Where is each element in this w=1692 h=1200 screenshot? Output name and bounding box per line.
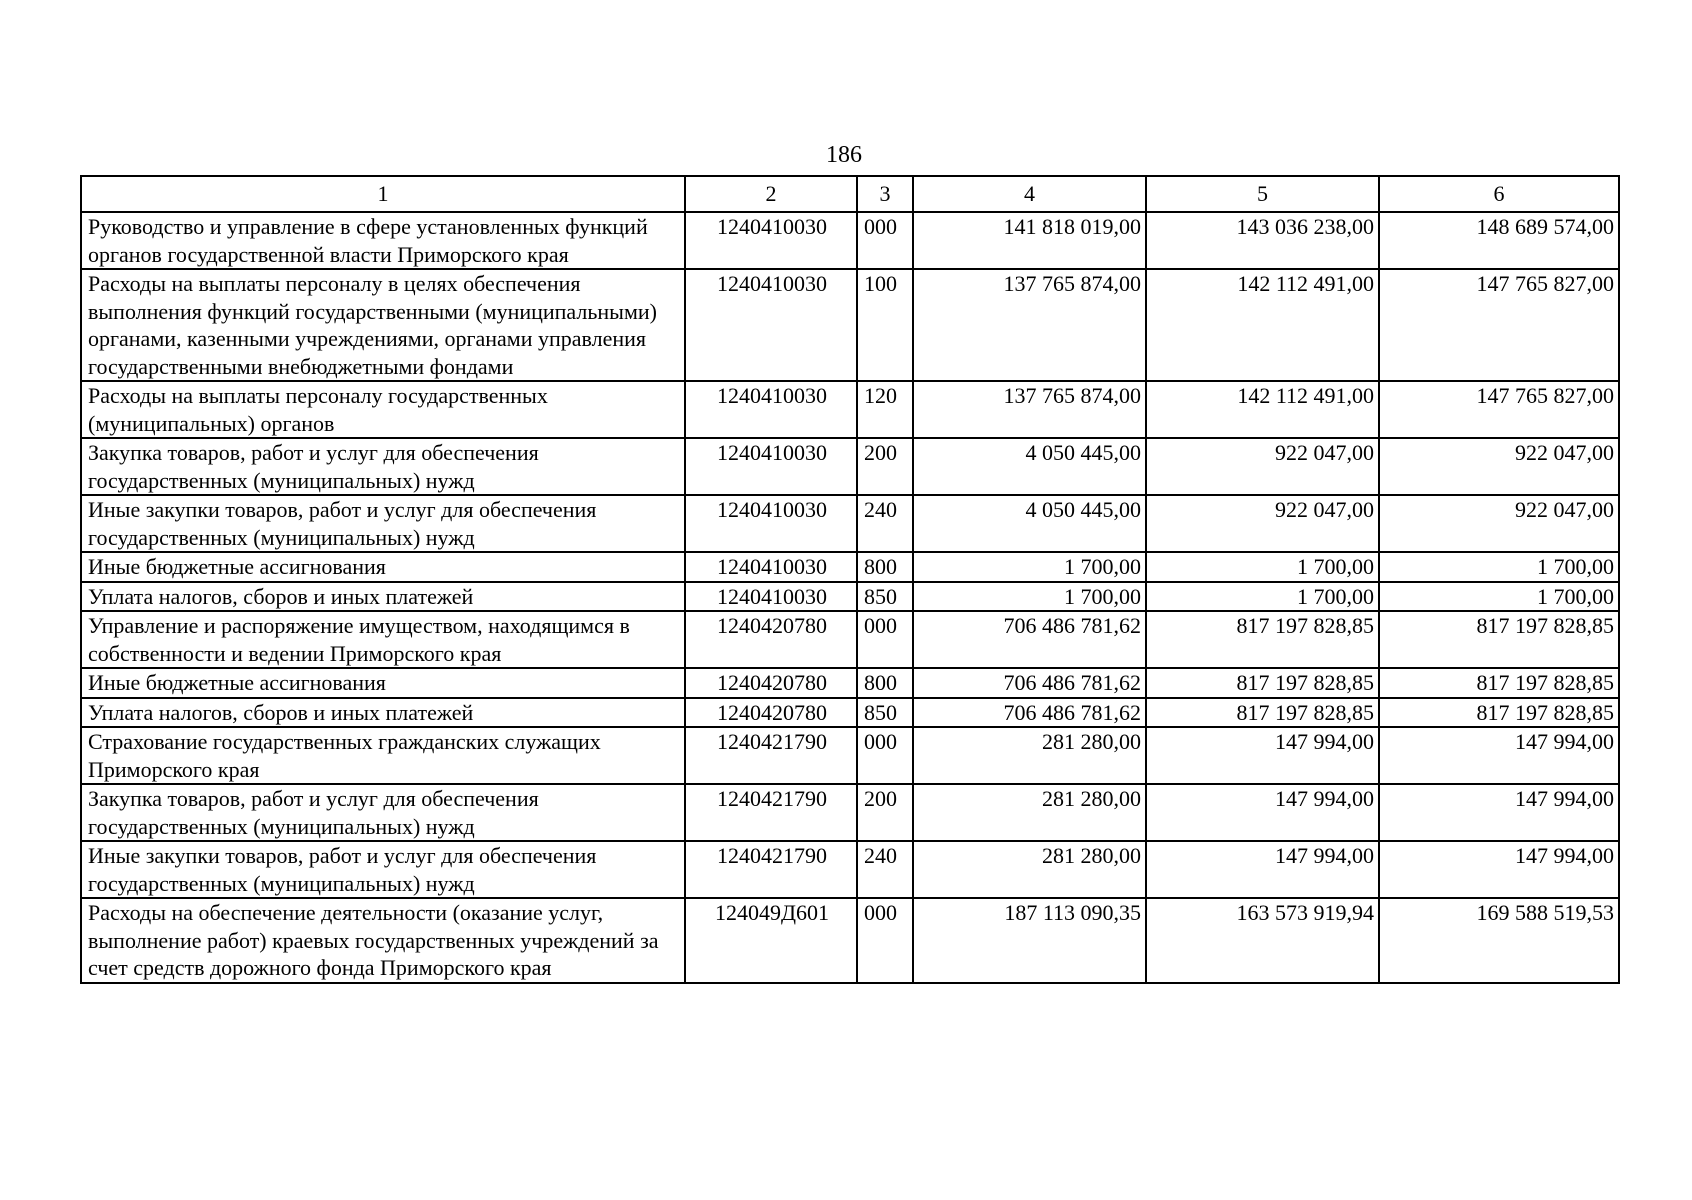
table-row (81, 698, 1619, 728)
row-name: Уплата налогов, сборов и иных платежей (81, 698, 685, 728)
row-amount-6: 922 047,00 (1379, 495, 1619, 552)
row-kvr: 200 (857, 784, 913, 841)
row-amount-5: 1 700,00 (1146, 582, 1379, 612)
row-amount-6: 147 765 827,00 (1379, 269, 1619, 381)
row-amount-5: 142 112 491,00 (1146, 269, 1379, 381)
table-row (81, 381, 1619, 438)
row-amount-6: 147 765 827,00 (1379, 381, 1619, 438)
row-kvr: 100 (857, 269, 913, 381)
row-amount-4: 137 765 874,00 (913, 269, 1146, 381)
row-kvr: 200 (857, 438, 913, 495)
row-name: Иные бюджетные ассигнования (81, 552, 685, 582)
row-amount-4: 4 050 445,00 (913, 438, 1146, 495)
row-amount-4: 706 486 781,62 (913, 611, 1146, 668)
table-body (81, 212, 1619, 983)
row-name: Закупка товаров, работ и услуг для обеспечения государственных (муниципальных) нужд (81, 784, 685, 841)
row-name: Расходы на выплаты персоналу в целях обеспечения выполнения функций государственными (муниципальными) органами, казенными учреждениями, органами управления государственными внебюджетными фондами (81, 269, 685, 381)
row-code: 1240410030 (685, 582, 857, 612)
row-kvr: 240 (857, 841, 913, 898)
table-row (81, 784, 1619, 841)
row-amount-6: 148 689 574,00 (1379, 212, 1619, 269)
row-amount-4: 187 113 090,35 (913, 898, 1146, 983)
table-row (81, 212, 1619, 269)
row-amount-6: 147 994,00 (1379, 841, 1619, 898)
table-row (81, 898, 1619, 983)
row-amount-5: 147 994,00 (1146, 784, 1379, 841)
row-amount-4: 281 280,00 (913, 727, 1146, 784)
row-code: 1240421790 (685, 841, 857, 898)
row-name: Иные закупки товаров, работ и услуг для обеспечения государственных (муниципальных) нужд (81, 495, 685, 552)
row-amount-6: 169 588 519,53 (1379, 898, 1619, 983)
table-row (81, 668, 1619, 698)
row-amount-6: 147 994,00 (1379, 727, 1619, 784)
row-amount-6: 1 700,00 (1379, 582, 1619, 612)
row-kvr: 850 (857, 582, 913, 612)
row-amount-5: 147 994,00 (1146, 841, 1379, 898)
row-amount-4: 4 050 445,00 (913, 495, 1146, 552)
row-name: Иные бюджетные ассигнования (81, 668, 685, 698)
row-amount-4: 137 765 874,00 (913, 381, 1146, 438)
row-kvr: 800 (857, 552, 913, 582)
row-code: 1240410030 (685, 269, 857, 381)
column-header-3: 3 (857, 176, 913, 212)
row-amount-5: 163 573 919,94 (1146, 898, 1379, 983)
row-amount-6: 922 047,00 (1379, 438, 1619, 495)
table-row (81, 269, 1619, 381)
row-kvr: 240 (857, 495, 913, 552)
row-amount-5: 142 112 491,00 (1146, 381, 1379, 438)
page-number-text: 186 (826, 142, 862, 168)
column-header-6: 6 (1379, 176, 1619, 212)
row-amount-5: 922 047,00 (1146, 495, 1379, 552)
row-amount-4: 1 700,00 (913, 582, 1146, 612)
row-name: Страхование государственных гражданских служащих Приморского края (81, 727, 685, 784)
row-code: 1240420780 (685, 611, 857, 668)
row-code: 1240420780 (685, 668, 857, 698)
row-name: Расходы на обеспечение деятельности (оказание услуг, выполнение работ) краевых государственных учреждений за счет средств дорожного фонда Приморского края (81, 898, 685, 983)
row-amount-6: 147 994,00 (1379, 784, 1619, 841)
row-name: Закупка товаров, работ и услуг для обеспечения государственных (муниципальных) нужд (81, 438, 685, 495)
row-kvr: 000 (857, 898, 913, 983)
row-kvr: 000 (857, 212, 913, 269)
table-row (81, 727, 1619, 784)
table-row (81, 582, 1619, 612)
column-header-5: 5 (1146, 176, 1379, 212)
table-row (81, 495, 1619, 552)
row-name: Уплата налогов, сборов и иных платежей (81, 582, 685, 612)
row-amount-5: 1 700,00 (1146, 552, 1379, 582)
table-header (81, 176, 1619, 212)
row-kvr: 000 (857, 611, 913, 668)
row-code: 1240410030 (685, 438, 857, 495)
table-row (81, 841, 1619, 898)
column-header-4: 4 (913, 176, 1146, 212)
row-code: 1240410030 (685, 381, 857, 438)
column-header-2: 2 (685, 176, 857, 212)
row-code: 1240421790 (685, 727, 857, 784)
row-amount-4: 141 818 019,00 (913, 212, 1146, 269)
column-header-1: 1 (81, 176, 685, 212)
header-row (81, 176, 1619, 212)
row-amount-4: 281 280,00 (913, 784, 1146, 841)
row-amount-5: 147 994,00 (1146, 727, 1379, 784)
row-amount-6: 817 197 828,85 (1379, 611, 1619, 668)
row-amount-6: 817 197 828,85 (1379, 698, 1619, 728)
budget-table (80, 175, 1620, 984)
row-name: Управление и распоряжение имуществом, находящимся в собственности и ведении Приморского края (81, 611, 685, 668)
row-amount-5: 143 036 238,00 (1146, 212, 1379, 269)
table-row (81, 611, 1619, 668)
row-kvr: 800 (857, 668, 913, 698)
row-kvr: 850 (857, 698, 913, 728)
row-kvr: 120 (857, 381, 913, 438)
row-amount-5: 817 197 828,85 (1146, 611, 1379, 668)
row-name: Расходы на выплаты персоналу государственных (муниципальных) органов (81, 381, 685, 438)
row-name: Руководство и управление в сфере установленных функций органов государственной власти Приморского края (81, 212, 685, 269)
row-amount-4: 706 486 781,62 (913, 668, 1146, 698)
table-row (81, 552, 1619, 582)
row-amount-5: 817 197 828,85 (1146, 668, 1379, 698)
row-amount-5: 922 047,00 (1146, 438, 1379, 495)
row-code: 1240421790 (685, 784, 857, 841)
row-kvr: 000 (857, 727, 913, 784)
row-amount-6: 817 197 828,85 (1379, 668, 1619, 698)
row-amount-4: 706 486 781,62 (913, 698, 1146, 728)
row-amount-5: 817 197 828,85 (1146, 698, 1379, 728)
table-row (81, 438, 1619, 495)
row-amount-4: 281 280,00 (913, 841, 1146, 898)
row-code: 1240410030 (685, 212, 857, 269)
row-amount-6: 1 700,00 (1379, 552, 1619, 582)
row-code: 1240410030 (685, 495, 857, 552)
page-number (0, 141, 1692, 169)
row-code: 1240420780 (685, 698, 857, 728)
row-amount-4: 1 700,00 (913, 552, 1146, 582)
row-code: 124049Д601 (685, 898, 857, 983)
row-name: Иные закупки товаров, работ и услуг для обеспечения государственных (муниципальных) нужд (81, 841, 685, 898)
row-code: 1240410030 (685, 552, 857, 582)
